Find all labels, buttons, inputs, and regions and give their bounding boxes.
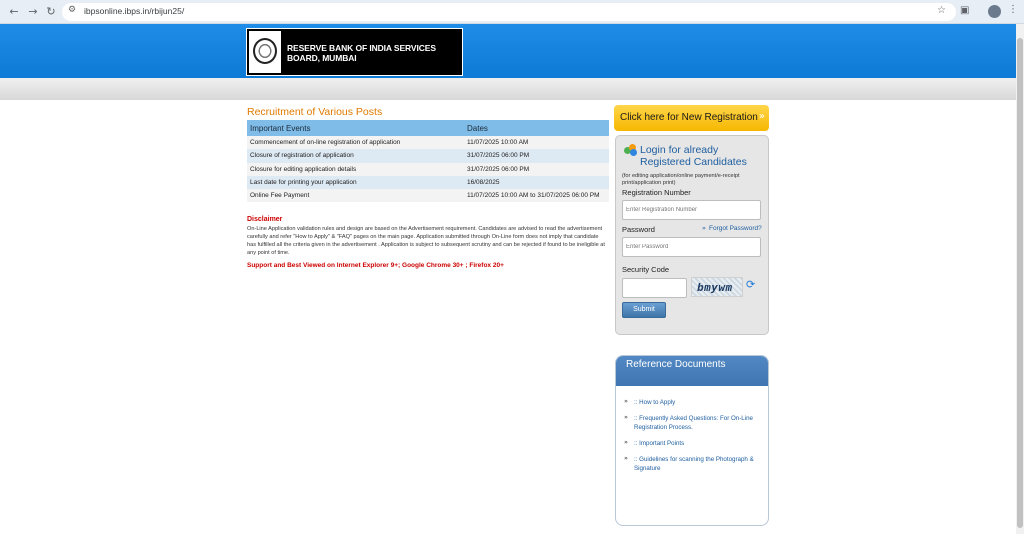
header-divider-band <box>0 78 1016 100</box>
reference-link-guidelines[interactable] <box>624 455 764 473</box>
url-text: ibpsonline.ibps.in/rbijun25/ <box>84 6 185 16</box>
disclaimer-heading: Disclaimer <box>247 216 283 223</box>
reference-link-label: :: How to Apply <box>634 399 676 406</box>
password-input[interactable] <box>622 237 761 257</box>
password-label: Password <box>622 225 655 234</box>
date-cell: 11/07/2025 10:00 AM <box>464 136 609 149</box>
table-row <box>247 189 609 202</box>
reference-link-label: :: Frequently Asked Questions: For On-Line Registration Process. <box>634 415 753 431</box>
event-cell: Closure of registration of application <box>247 149 464 162</box>
event-cell: Last date for printing your application <box>247 176 464 189</box>
reference-documents-panel <box>615 355 769 526</box>
table-row <box>247 149 609 162</box>
double-chevron-right-icon: » <box>624 438 628 446</box>
refresh-captcha-icon[interactable]: ⟳ <box>746 278 756 291</box>
double-chevron-right-icon: » <box>702 224 706 232</box>
registration-number-label: Registration Number <box>622 188 691 197</box>
double-chevron-right-icon: » <box>624 397 628 405</box>
users-group-icon <box>624 144 638 156</box>
profile-avatar[interactable] <box>988 5 1001 18</box>
bookmark-star-icon[interactable]: ☆ <box>937 5 946 16</box>
reference-link-label: :: Important Points <box>634 440 685 447</box>
captcha-text: bmywm <box>697 281 733 294</box>
page-title: Recruitment of Various Posts <box>247 106 383 118</box>
back-arrow-icon[interactable]: ← <box>9 5 19 18</box>
event-cell: Commencement of on-line registration of application <box>247 136 464 149</box>
table-row <box>247 176 609 189</box>
security-code-label: Security Code <box>622 265 670 274</box>
important-events-table <box>247 120 609 202</box>
browser-menu-icon[interactable]: ⋮ <box>1008 4 1018 15</box>
org-name: RESERVE BANK OF INDIA SERVICES BOARD, MUMBAI <box>287 43 436 63</box>
table-row <box>247 136 609 149</box>
login-title-line1: Login for already <box>640 144 719 156</box>
forward-arrow-icon[interactable]: → <box>28 5 38 18</box>
browser-support-note: Support and Best Viewed on Internet Explorer 9+; Google Chrome 30+ ; Firefox 20+ <box>247 262 504 269</box>
forgot-password-link[interactable] <box>702 224 762 232</box>
rbi-logo-banner <box>246 28 463 76</box>
event-cell: Closure for editing application details <box>247 163 464 176</box>
rbi-emblem-icon <box>249 31 281 73</box>
reference-header <box>616 356 769 386</box>
table-header-dates: Dates <box>464 120 609 136</box>
site-info-icon[interactable]: ⚙ <box>68 5 77 15</box>
forgot-password-label: Forgot Password? <box>708 225 762 232</box>
security-code-input[interactable] <box>622 278 687 298</box>
table-row <box>247 163 609 176</box>
login-panel <box>615 135 769 335</box>
login-note: (for editing application/online payment/e-receipt print/application print) <box>622 173 740 186</box>
extensions-icon[interactable]: ▣ <box>960 5 970 16</box>
reference-link-how-to-apply[interactable] <box>624 398 764 407</box>
reference-link-faq[interactable] <box>624 414 764 432</box>
login-title-line2: Registered Candidates <box>640 156 747 168</box>
new-registration-button[interactable] <box>614 105 769 131</box>
registration-number-input[interactable] <box>622 200 761 220</box>
reference-title: Reference Documents <box>626 359 726 370</box>
page-header <box>0 24 1016 78</box>
scrollbar-thumb[interactable] <box>1017 38 1023 528</box>
date-cell: 11/07/2025 10:00 AM to 31/07/2025 06:00 PM <box>464 189 609 202</box>
submit-button[interactable]: Submit <box>622 302 666 318</box>
date-cell: 16/08/2025 <box>464 176 609 189</box>
date-cell: 31/07/2025 06:00 PM <box>464 163 609 176</box>
event-cell: Online Fee Payment <box>247 189 464 202</box>
reference-link-label: :: Guidelines for scanning the Photograph & Signature <box>634 456 754 472</box>
captcha-image <box>691 277 743 297</box>
reference-link-important-points[interactable] <box>624 439 764 448</box>
reload-icon[interactable]: ↻ <box>46 5 56 18</box>
double-chevron-right-icon: » <box>624 454 628 462</box>
page-scrollbar[interactable] <box>1016 24 1024 534</box>
double-chevron-right-icon: » <box>624 413 628 421</box>
double-chevron-right-icon: » <box>758 111 765 122</box>
table-header-row <box>247 120 609 136</box>
table-header-events: Important Events <box>247 120 464 136</box>
new-registration-label: Click here for New Registration <box>620 112 758 123</box>
address-bar[interactable] <box>62 3 956 21</box>
date-cell: 31/07/2025 06:00 PM <box>464 149 609 162</box>
browser-toolbar <box>0 0 1024 24</box>
disclaimer-text: On-Line Application validation rules and design are based on the Advertisement requirement. Candidates are advised to read the advertisement carefully and refer "How to Apply" & "FAQ" pages on the main page. Application submitted through On-Line form does not imply that candidate has fulfilled all the criteria given in the advertisement . Application is subject to subsequent scrutiny and can be rejected if found to be ineligible at any point of time. <box>247 226 605 256</box>
